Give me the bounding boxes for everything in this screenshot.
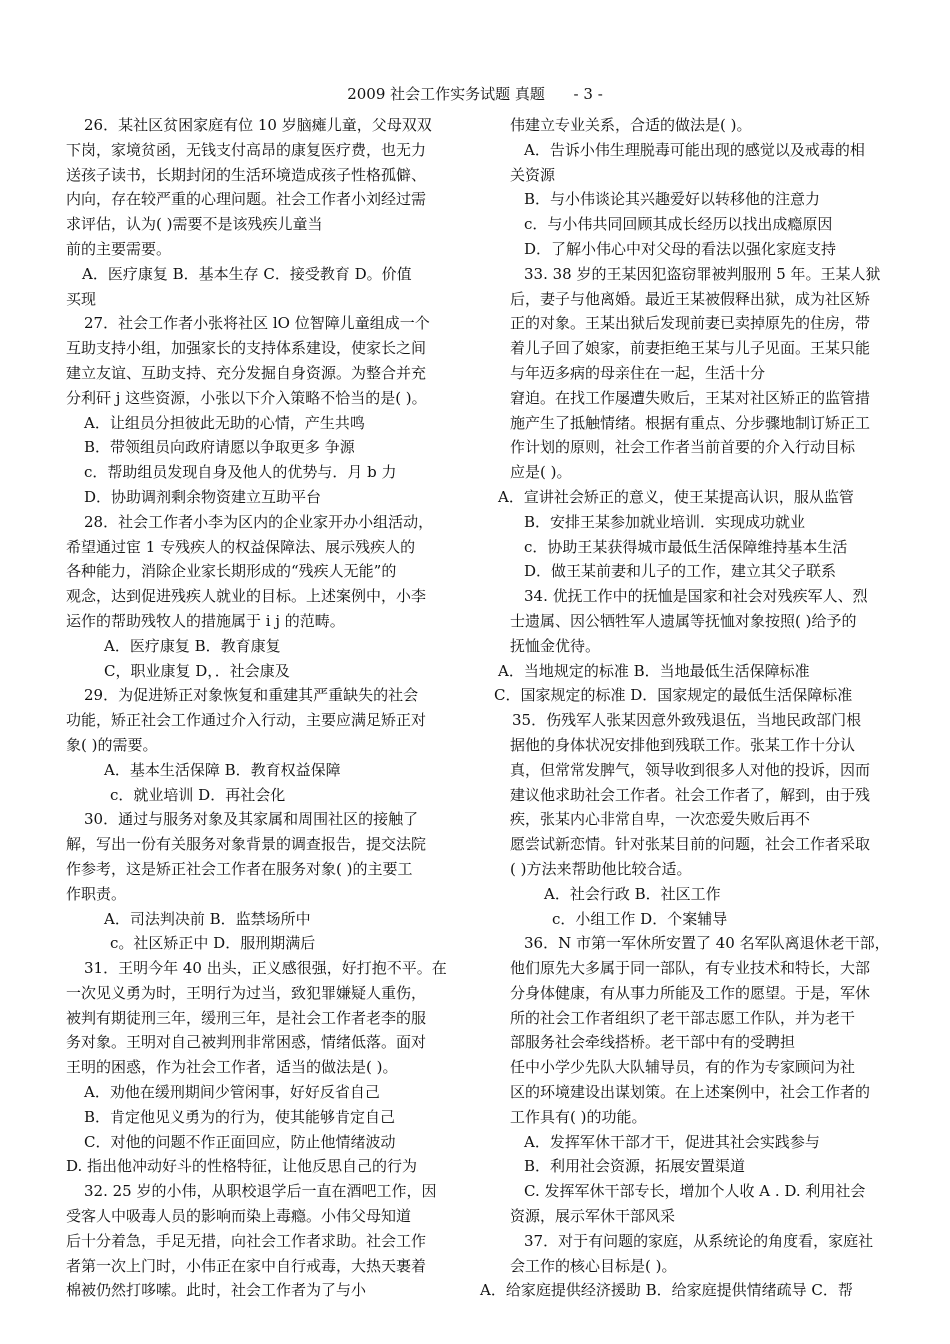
text-line: 26．某社区贫困家庭有位 10 岁脑瘫儿童，父母双双 bbox=[84, 116, 432, 134]
text-line: 关资源 bbox=[510, 165, 556, 184]
text-line: 着儿子回了娘家，前妻拒绝王某与儿子见面。王某只能 bbox=[510, 339, 871, 358]
text-line: A．给家庭提供经济援助 B．给家庭提供情绪疏导 C．帮 bbox=[480, 1281, 853, 1300]
text-line: 棉被仍然打哆嗦。此时，社会工作者为了与小 bbox=[66, 1281, 367, 1300]
text-line: C，职业康复 D，．社会康及 bbox=[104, 661, 290, 680]
text-line: 所的社会工作者组织了老干部志愿工作队，并为老干 bbox=[510, 1008, 856, 1027]
text-line: 内向，存在较严重的心理问题。社会工作者小刘经过需 bbox=[66, 190, 427, 209]
text-line: 正的对象。王某出狱后发现前妻已卖掉原先的住房，带 bbox=[510, 314, 871, 333]
text-line: 求评估，认为( )需要不是该残疾儿童当 bbox=[66, 215, 323, 234]
text-line: A．劝他在缓刑期间少管闲事，好好反省自己 bbox=[84, 1083, 380, 1102]
text-line: ( )方法来帮助他比较合适。 bbox=[510, 859, 692, 878]
text-line: B．安排王某参加就业培训．实现成功就业 bbox=[524, 512, 806, 531]
text-line: 后，妻子与他离婚。最近王某被假释出狱，成为社区矫 bbox=[510, 289, 871, 308]
text-line: 他们原先大多属于同一部队，有专业技术和特长，大部 bbox=[510, 959, 871, 978]
text-line: 希望通过宦 1 专残疾人的权益保障法、展示残疾人的 bbox=[66, 537, 416, 556]
text-line: 工作具有( )的功能。 bbox=[510, 1107, 647, 1126]
text-line: 送孩子读书，长期封闭的生活环境造成孩子性格孤僻、 bbox=[66, 165, 427, 184]
text-line: 35．伤残军人张某因意外致残退伍，当地民政部门根 bbox=[512, 711, 862, 730]
text-line: 34. 优抚工作中的抚恤是国家和社会对残疾军人、烈 bbox=[524, 587, 868, 606]
text-line: B．与小伟谈论其兴趣爱好以转移他的注意力 bbox=[524, 190, 821, 209]
text-line: D．做王某前妻和儿子的工作，建立其父子联系 bbox=[524, 562, 837, 581]
text-line: 分利矸 j 这些资源，小张以下介入策略不恰当的是( )。 bbox=[66, 388, 427, 407]
text-line: 窘迫。在找工作屡遭失败后，王某对社区矫正的监管措 bbox=[510, 388, 871, 407]
text-line: c．与小伟共同回顾其成长经历以找出成瘾原因 bbox=[524, 215, 833, 234]
text-line: 各种能力，消除企业家长期形成的“残疾人无能”的 bbox=[66, 562, 397, 581]
text-line: 部服务社会牵线搭桥。老干部中有的受聘担 bbox=[510, 1033, 796, 1052]
text-line: 分身体健康，有从事力所能及工作的愿望。于是，军休 bbox=[510, 983, 871, 1002]
page-header bbox=[0, 82, 950, 106]
text-line: 买现 bbox=[66, 289, 97, 308]
text-line: 会工作的核心目标是( )。 bbox=[510, 1256, 677, 1275]
left-column bbox=[66, 113, 462, 1303]
text-line: c．帮助组员发现自身及他人的优势与．月 b 力 bbox=[84, 463, 397, 482]
text-line: 33. 38 岁的王某因犯盗窃罪被判服刑 5 年。王某人狱 bbox=[524, 264, 881, 283]
text-line: 象( )的需要。 bbox=[66, 735, 158, 754]
text-line: 32. 25 岁的小伟，从职校退学后一直在酒吧工作，因 bbox=[84, 1182, 437, 1201]
page-number: - 3 - bbox=[573, 85, 603, 103]
text-line: 愿尝试新恋情。针对张某目前的问题，社会工作者采取 bbox=[510, 835, 871, 854]
text-line: 36．N 市第一军休所安置了 40 名军队离退休老干部， bbox=[524, 934, 890, 953]
text-line: A．让组员分担彼此无助的心情，产生共鸣 bbox=[84, 413, 365, 432]
text-line: 解，写出一份有关服务对象背景的调查报告，提交法院 bbox=[66, 835, 427, 854]
text-line: 士遗属、因公牺牲军人遗属等抚恤对象按照( )给予的 bbox=[510, 611, 857, 630]
text-line: 与年迈多病的母亲住在一起，生活十分 bbox=[510, 363, 766, 382]
text-line: A．发挥军休干部才干，促进其社会实践参与 bbox=[524, 1132, 820, 1151]
text-line: 37．对于有问题的家庭，从系统论的角度看，家庭社 bbox=[524, 1231, 874, 1250]
text-line: 建议他求助社会工作者。社会工作者了，解到，由于残 bbox=[510, 785, 871, 804]
text-line: 作职责。 bbox=[66, 884, 127, 903]
text-line: 30．通过与服务对象及其家属和周围社区的接触了 bbox=[84, 810, 419, 829]
text-line: 伟建立专业关系，合适的做法是( )。 bbox=[510, 116, 752, 134]
text-line: 王明的困惑，作为社会工作者，适当的做法是( )。 bbox=[66, 1058, 398, 1077]
text-line: C. 发挥军休干部专长，增加个人收 A . D. 利用社会 bbox=[524, 1182, 866, 1201]
text-line: A．宣讲社会矫正的意义，使王某提高认识，服从监管 bbox=[498, 487, 854, 506]
text-line: c．协助王某获得城市最低生活保障维持基本生活 bbox=[524, 537, 848, 556]
text-line: D．了解小伟心中对父母的看法以强化家庭支持 bbox=[524, 239, 837, 258]
text-line: 施产生了抵触情绪。根据有重点、分步骤地制订矫正工 bbox=[510, 413, 871, 432]
text-line: c．小组工作 D．个案辅导 bbox=[552, 909, 728, 928]
text-line: 疾，张某内心非常自卑，一次恋爱失败后再不 bbox=[510, 810, 811, 829]
text-line: 29．为促进矫正对象恢复和重建其严重缺失的社会 bbox=[84, 686, 419, 705]
text-line: A．医疗康复 B．教育康复 bbox=[104, 636, 281, 655]
text-line: 后十分着急，手足无措，向社会工作者求助。社会工作 bbox=[66, 1231, 427, 1250]
text-line: 建立友谊、互助支持、充分发掘自身资源。为整合并充 bbox=[66, 363, 427, 382]
text-line: 前的主要需要。 bbox=[66, 239, 172, 258]
text-line: 据他的身体状况安排他到残联工作。张某工作十分认 bbox=[510, 735, 856, 754]
text-line: 务对象。王明对自己被判刑非常困惑，情绪低落。面对 bbox=[66, 1033, 427, 1052]
text-line: 31．王明今年 40 出头，正义感很强，好打抱不平。在 bbox=[84, 959, 447, 978]
right-column bbox=[480, 113, 900, 1303]
text-line: A．基本生活保障 B．教育权益保障 bbox=[104, 760, 341, 779]
text-line: 作计划的原则，社会工作者当前首要的介入行动目标 bbox=[510, 438, 856, 457]
text-line: 作参考，这是矫正社会工作者在服务对象( )的主要工 bbox=[66, 859, 413, 878]
text-line: 运作的帮助残牧人的措施属于 i j 的范畴。 bbox=[66, 611, 345, 630]
text-line: 功能，矫正社会工作通过介入行动，主要应满足矫正对 bbox=[66, 711, 427, 730]
text-line: 27．社会工作者小张将社区 lO 位智障儿童组成一个 bbox=[84, 314, 430, 333]
text-line: 受客人中吸毒人员的影响而染上毒瘾。小伟父母知道 bbox=[66, 1207, 412, 1226]
text-line: 真，但常常发脾气，领导收到很多人对他的投诉，因而 bbox=[510, 760, 871, 779]
text-line: 被判有期徒刑三年，缓刑三年，是社会工作者老李的服 bbox=[66, 1008, 427, 1027]
text-line: 任中小学少先队大队辅导员，有的作为专家顾问为社 bbox=[510, 1058, 856, 1077]
header-title: 2009 社会工作实务试题 真题 bbox=[347, 85, 545, 103]
text-line: 资源，展示军休干部风采 bbox=[510, 1207, 676, 1226]
text-line: B．带领组员向政府请愿以争取更多 争源 bbox=[84, 438, 355, 457]
text-line: 区的环境建设出谋划策。在上述案例中，社会工作者的 bbox=[510, 1083, 871, 1102]
text-line: 观念，达到促进残疾人就业的目标。上述案例中，小李 bbox=[66, 587, 427, 606]
text-line: A．医疗康复 B．基本生存 C．接受教育 D。价值 bbox=[82, 264, 412, 283]
text-line: B．肯定他见义勇为的行为，使其能够肯定自己 bbox=[84, 1107, 396, 1126]
text-line: 者第一次上门时，小伟正在家中自行戒毒，大热天裹着 bbox=[66, 1256, 427, 1275]
text-line: A．司法判决前 B．监禁场所中 bbox=[104, 909, 311, 928]
text-line: C．对他的问题不作正面回应，防止他情绪波动 bbox=[84, 1132, 396, 1151]
text-line: c。社区矫正中 D．服刑期满后 bbox=[110, 934, 316, 953]
text-line: B．利用社会资源，拓展安置渠道 bbox=[524, 1157, 746, 1176]
text-line: A．当地规定的标准 B．当地最低生活保障标准 bbox=[498, 661, 810, 680]
text-line: 28．社会工作者小李为区内的企业家开办小组活动， bbox=[84, 512, 434, 531]
text-line: A．社会行政 B．社区工作 bbox=[544, 884, 721, 903]
text-line: 应是( )。 bbox=[510, 463, 572, 482]
text-line: 一次见义勇为时，王明行为过当，致犯罪嫌疑人重伤， bbox=[66, 983, 427, 1002]
text-line: 下岗，家境贫函，无钱支付高昂的康复医疗费，也无力 bbox=[66, 140, 427, 159]
text-line: A．告诉小伟生理脱毒可能出现的感觉以及戒毒的相 bbox=[524, 140, 865, 159]
text-line: D．协助调剂剩余物资建立互助平台 bbox=[84, 487, 322, 506]
text-line: C．国家规定的标准 D．国家规定的最低生活保障标准 bbox=[494, 686, 853, 705]
text-line: c．就业培训 D．再社会化 bbox=[110, 785, 286, 804]
text-line: 抚恤金优待。 bbox=[510, 636, 601, 655]
text-line: D. 指出他冲动好斗的性格特征，让他反思自己的行为 bbox=[66, 1157, 418, 1176]
text-line: 互助支持小组，加强家长的支持体系建设，使家长之间 bbox=[66, 339, 427, 358]
